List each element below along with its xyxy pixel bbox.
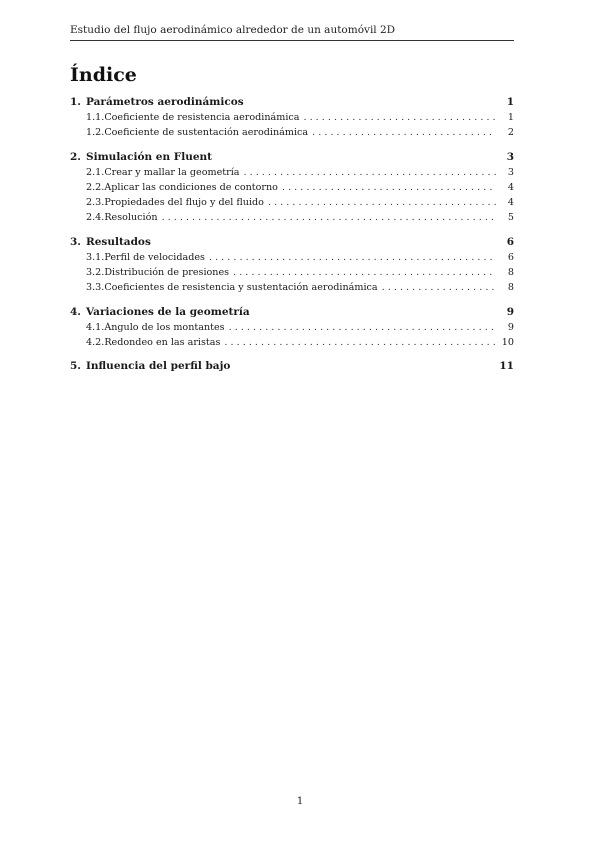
subsection-page-number: 5: [507, 212, 514, 224]
dot-leader: [233, 267, 496, 278]
toc-subsection-entry[interactable]: [70, 322, 514, 337]
subsection-title: Aplicar las condiciones de contorno: [104, 181, 278, 193]
toc-subsection-entry[interactable]: [70, 282, 514, 297]
section-title: Influencia del perfil bajo: [86, 360, 231, 373]
toc-subsection-entry[interactable]: [70, 167, 514, 182]
toc-section: [70, 236, 514, 298]
toc-section-entry[interactable]: [70, 236, 514, 252]
dot-leader: [382, 282, 496, 293]
section-title: Resultados: [86, 235, 151, 248]
subsection-number: 2.1.: [86, 166, 105, 178]
toc-subsection-entry[interactable]: [70, 337, 514, 352]
subsection-title: Crear y mallar la geometría: [104, 166, 240, 178]
subsection-number: 3.2.: [86, 267, 105, 279]
section-page-number: 9: [506, 305, 514, 318]
toc-section-entry[interactable]: [70, 306, 514, 322]
section-number: 3.: [70, 235, 81, 248]
toc-subsection-entry[interactable]: [70, 127, 514, 142]
subsection-title: Resolución: [104, 212, 158, 224]
dot-leader: [209, 252, 496, 263]
subsection-page-number: 8: [507, 267, 514, 279]
toc-section: [70, 96, 514, 143]
subsection-number: 3.1.: [86, 251, 105, 263]
subsection-title: Coeficiente de resistencia aerodinámica: [104, 112, 300, 123]
dot-leader: [268, 197, 496, 208]
subsection-title: Redondeo en las aristas: [104, 336, 221, 348]
subsection-number: 4.2.: [86, 336, 105, 348]
toc-section: [70, 151, 514, 228]
dot-leader: [312, 127, 496, 138]
toc-subsection-entry[interactable]: [70, 182, 514, 197]
subsection-page-number: 9: [507, 321, 514, 333]
subsection-title: Perfil de velocidades: [104, 251, 205, 263]
toc-subsection-entry[interactable]: [70, 197, 514, 212]
toc-title: Índice: [70, 64, 137, 86]
toc-section: [70, 306, 514, 353]
subsection-number: 2.4.: [86, 212, 105, 224]
subsection-number: 2.2.: [86, 181, 105, 193]
subsection-page-number: 4: [507, 197, 514, 209]
section-title: Simulación en Fluent: [86, 150, 212, 163]
section-number: 1.: [70, 96, 81, 108]
section-number: 2.: [70, 150, 81, 163]
toc-section: [70, 360, 514, 376]
subsection-title: Ángulo de los montantes: [104, 321, 225, 333]
subsection-page-number: 2: [507, 127, 514, 139]
section-page-number: 6: [506, 235, 514, 248]
subsection-page-number: 8: [507, 282, 514, 294]
subsection-number: 4.1.: [86, 321, 105, 333]
subsection-page-number: 6: [507, 251, 514, 263]
toc-subsection-entry[interactable]: [70, 267, 514, 282]
section-number: 4.: [70, 305, 81, 318]
toc-subsection-entry[interactable]: [70, 112, 514, 127]
subsection-number: 3.3.: [86, 282, 105, 294]
subsection-title: Distribución de presiones: [104, 267, 230, 279]
section-title: Parámetros aerodinámicos: [86, 96, 244, 108]
table-of-contents: [70, 96, 514, 384]
subsection-page-number: 10: [501, 336, 514, 348]
dot-leader: [229, 322, 496, 333]
subsection-number: 1.2.: [86, 127, 105, 139]
subsection-page-number: 4: [507, 181, 514, 193]
dot-leader: [224, 337, 495, 348]
dot-leader: [162, 212, 496, 223]
subsection-number: 2.3.: [86, 197, 105, 209]
running-header: Estudio del flujo aerodinámico alrededor de un automóvil 2D: [70, 24, 514, 41]
subsection-title: Coeficientes de resistencia y sustentación aerodinámica: [104, 282, 378, 294]
section-title: Variaciones de la geometría: [86, 305, 250, 318]
section-number: 5.: [70, 360, 81, 373]
toc-section-entry[interactable]: [70, 151, 514, 167]
dot-leader: [282, 182, 496, 193]
dot-leader: [244, 167, 497, 178]
subsection-number: 1.1.: [86, 112, 105, 123]
page-number: 1: [296, 796, 304, 807]
subsection-title: Propiedades del flujo y del fluido: [104, 197, 264, 209]
subsection-page-number: 1: [507, 112, 514, 123]
section-page-number: 3: [506, 150, 514, 163]
subsection-page-number: 3: [507, 166, 514, 178]
toc-subsection-entry[interactable]: [70, 252, 514, 267]
subsection-title: Coeficiente de sustentación aerodinámica: [104, 127, 309, 139]
section-page-number: 1: [506, 96, 514, 108]
toc-section-entry[interactable]: [70, 360, 514, 376]
toc-subsection-entry[interactable]: [70, 212, 514, 227]
toc-section-entry[interactable]: [70, 96, 514, 112]
dot-leader: [303, 112, 496, 123]
section-page-number: 11: [499, 360, 514, 373]
